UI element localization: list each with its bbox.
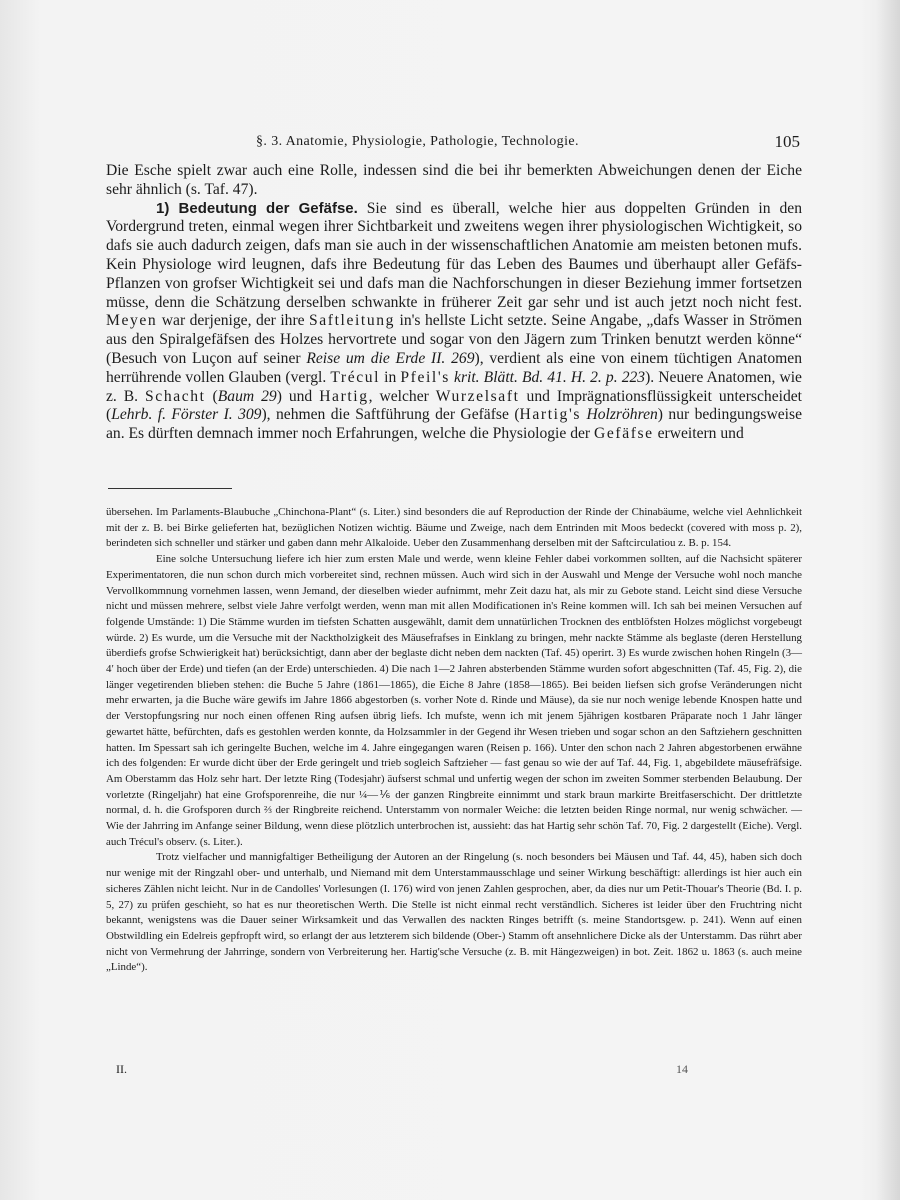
footnote-untersuchung: Eine solche Untersuchung liefere ich hier zum ersten Male und werde, wenn kleine Fehler dabei vorkommen sollten, auf die Nachsicht späterer Experimentatoren, die nun schon durch mich vorbereitet sind, rechnen müssen. Auch wird sich in der Auswahl und Menge der Versuche wohl noch manche Vervollkommnung vornehmen lassen, wenn Jemand, der dieselben wieder aufnimmt, mehr Zeit dazu hat, als mir zu Gebote stand. Leicht sind diese Versuche nicht und müssen mehrere, selbst viele Jahre verfolgt werden, wenn man mit allen Modificationen in's Reine kommen will. Ich sah bei meinen Versuchen auf folgende Umstände: 1) Die Stämme wurden im tiefsten Schatten ausgewählt, damit dem unnatürlichen Trocknen des entblöfsten Holzes möglichst vorgebeugt würde. 2) Es wurde, um die Versuche mit der Nacktholzigkeit des Mäusefrafses in Einklang zu bringen, mehr nackte Stämme als beglaste (deren Herstellung überdiefs grofse Schwierigkeit hat) berücksichtigt, dann aber der beglaste dicht neben dem nackten (Taf. 45) operirt. 3) Es wurde zwischen hohen Ringeln (3—4′ hoch über der Erde) und tiefen (an der Erde) unterschieden. 4) Die nach 1—2 Jahren absterbenden Stämme wurden sofort abgeschnitten (Taf. 45, Fig. 2), die länger vegetirenden blieben stehen: die Buche 5 Jahre (1861—1865), die Eiche 8 Jahre (1858—1865). Bei beiden liefsen sich grofse Veränderungen nicht mehr erwarten, ja die Buche wäre gewifs im Jahre 1866 abgestorben (s. vorher Note d. Rinde und Mäuse), da sie nur noch wenige lebende Knospen hatte und der Verstopfungsring nur noch einen offenen Ring aufsen übrig liefs. Ich mufste, wenn ich mit jenem 5jährigen kostbaren Präparate noch 1 Jahr länger gewartet hätte, befürchten, dafs es gestohlen werden konnte, da Holzsammler in der Gegend ihr Wesen trieben und sogar schon an den Saftziehern geschnitten hatten. Im Spessart sah ich geringelte Buchen, welche im 4. Jahre eingegangen waren (Reisen p. 166). Unter den schon nach 2 Jahren abgestorbenen erwähne ich des folgenden: Er wurde dicht über der Erde geringelt und trieb sogleich Saftzieher — fast genau so wie der auf Taf. 44, Fig. 1, abgebildete mäusefräfsige. Am Oberstamm das Holz sehr hart. Der letzte Ring (Todesjahr) äufserst schmal und unfertig wegen der schon im zweiten Sommer sterbenden Belaubung. Der vorletzte (Ringeljahr) hat eine Grofsporenreihe, die nur ¼—⅙ der ganzen Ringbreite einnimmt und stark braun markirte Breitfaserschicht. Der drittletzte normal, d. h. die Grofsporen durch ⅔ der Ringbreite reichend. Unterstamm von normaler Weiche: die letzten beiden Ringe normal, nur wenig schwächer. — Wie der Jahrring im Anfange seiner Bildung, wenn diese plötzlich unterbrochen ist, aussieht: das hat Hartig sehr schön Taf. 70, Fig. 2 dargestellt (Eiche). Vergl. auch Trécul's observ. (s. Liter.). bbox=[106, 553, 802, 848]
footnote-chinchona: übersehen. Im Parlaments-Blaubuche „Chinchona-Plant“ (s. Liter.) sind besonders die auf Reproduction der Rinde der Chinabäume, welche viel Aehnlichkeit mit der z. B. bei Birke gelieferten hat, bezüglichen Notizen wichtig. Bäume und Zweige, nach dem Entrinden mit Moos bedeckt (covered with moss p. 2), berindeten sich schneller und stärker und gaben dann mehr Alkaloide. Ueber den Zusammenhang derselben mit der Saftcirculatiou z. B. p. 154. bbox=[106, 506, 802, 550]
section-title: §. 3. Anatomie, Physiologie, Pathologie, Technologie. bbox=[256, 134, 579, 149]
footnote-ringelung: Trotz vielfacher und mannigfaltiger Betheiligung der Autoren an der Ringelung (s. noch besonders bei Mäusen und Taf. 44, 45), haben sich doch nur wenige mit der Ringzahl ober- und unterhalb, und Niemand mit dem Unterstammausschlage und seiner Wirkung beschäftigt: allerdings ist hier auch ein sicheres Zählen nicht leicht. Nur in de Candolles' Vorlesungen (I. 176) wird von jenen Zahlen gesprochen, aber, da dies nur um Petit-Thouar's Theorie (Bd. I. p. 5, 27) zu prüfen geschieht, so hat es nur theoretischen Werth. Die Stelle ist nicht einmal recht verständlich. Sicheres ist leider über den Fruchtring nicht bekannt, wenigstens was die Dauer seiner Wirksamkeit und das Verwallen des nackten Ringes betrifft (s. meine Standortsgew. p. 241). Wenn auf einen Obstwildling ein Edelreis gepfropft wird, so erlangt der aus letzterem sich bildende (Ober-) Stamm oft ansehnlichere Dicke als der Unterstamm. Das rührt aber nicht von Vermehrung der Jahrringe, sondern von Verbreiterung her. Hartig'sche Versuche (z. B. mit Hängezweigen) in bot. Zeit. 1862 u. 1863 (s. auch meine „Linde“). bbox=[106, 851, 802, 974]
name-pfeil: Pfeil's bbox=[400, 368, 450, 386]
citation-reise: Reise um die Erde II. 269 bbox=[306, 349, 475, 367]
citation-lehrb: Lehrb. f. Förster I. 309 bbox=[111, 406, 262, 424]
term-gefaesse: Gefäfse bbox=[594, 425, 654, 443]
footnote-divider bbox=[108, 488, 232, 489]
main-text bbox=[106, 162, 802, 444]
page-number: 105 bbox=[774, 132, 800, 151]
section-heading: 1) Bedeutung der Gefäfse. bbox=[156, 199, 358, 217]
running-header bbox=[106, 134, 802, 156]
signature-mark: 14 bbox=[676, 1062, 688, 1076]
name-hartigs: Hartig's bbox=[519, 406, 582, 424]
citation-krit: krit. Blätt. Bd. 41. H. 2. p. 223 bbox=[454, 368, 646, 386]
name-trecul: Trécul bbox=[330, 368, 381, 386]
name-hartig: Hartig bbox=[319, 387, 369, 405]
name-schacht: Schacht bbox=[145, 387, 206, 405]
footnotes bbox=[106, 505, 802, 976]
name-meyen: Meyen bbox=[106, 312, 158, 330]
volume-marker: II. bbox=[116, 1062, 127, 1076]
term-wurzelsaft: Wurzelsaft bbox=[435, 387, 520, 405]
term-impraegnation: Imprägnationsflüssigkeit bbox=[556, 387, 712, 405]
page-footer bbox=[106, 1062, 802, 1078]
paragraph-gefaesse: 1) Bedeutung der Gefäfse. Sie sind es überall, welche hier aus doppelten Gründen in den Vordergrund treten, einmal wegen ihrer Sichtbarkeit und zweitens wegen ihrer physiologischen Wichtigkeit, so dafs sie auch dadurch zeigen, dafs man sie auch in der wissenschaftlichen Anatomie am meisten betonen mufs. Kein Physiologe wird leugnen, dafs ihre Bedeutung für das Leben des Baumes und überhaupt aller Gefäfs-Pflanzen von grofser Wichtigkeit sei und dafs man die Nachforschungen in dieser Beziehung immer fortsetzen müsse, denn die Schätzung derselben schwankte in früherer Zeit gar sehr und ist auch jetzt noch nicht fest. Meyen war derjenige, der ihre Saftleitung in's hellste Licht setzte. Seine Angabe, „dafs Wasser in Strömen aus den Spiralgefäfsen des Holzes hervortrete und sogar von den Jägern zum Trinken benutzt werden könne“ (Besuch von Luçon auf seiner Reise um die Erde II. 269), verdient als eine von einem tüchtigen Anatomen herrührende vollen Glauben (vergl. Trécul in Pfeil's krit. Blätt. Bd. 41. H. 2. p. 223). Neuere Anatomen, wie z. B. Schacht (Baum 29) und Hartig, welcher Wurzelsaft und Imprägnationsflüssigkeit unterscheidet (Lehrb. f. Förster I. 309), nehmen die Saftführung der Gefäfse (Hartig's Holzröhren) nur bedingungsweise an. Es dürften demnach immer noch Erfahrungen, welche die Physiologie der Gefäfse erweitern und bbox=[106, 199, 803, 443]
term-saftleitung: Saftleitung bbox=[309, 312, 396, 330]
term-holzroehren: Holzröhren bbox=[586, 406, 658, 424]
scan-edge-shadow bbox=[876, 0, 900, 1200]
citation-baum: Baum 29 bbox=[217, 387, 277, 405]
paragraph-esche: Die Esche spielt zwar auch eine Rolle, indessen sind die bei ihr bemerkten Abweichungen denen der Eiche sehr ähnlich (s. Taf. 47). bbox=[106, 162, 802, 198]
